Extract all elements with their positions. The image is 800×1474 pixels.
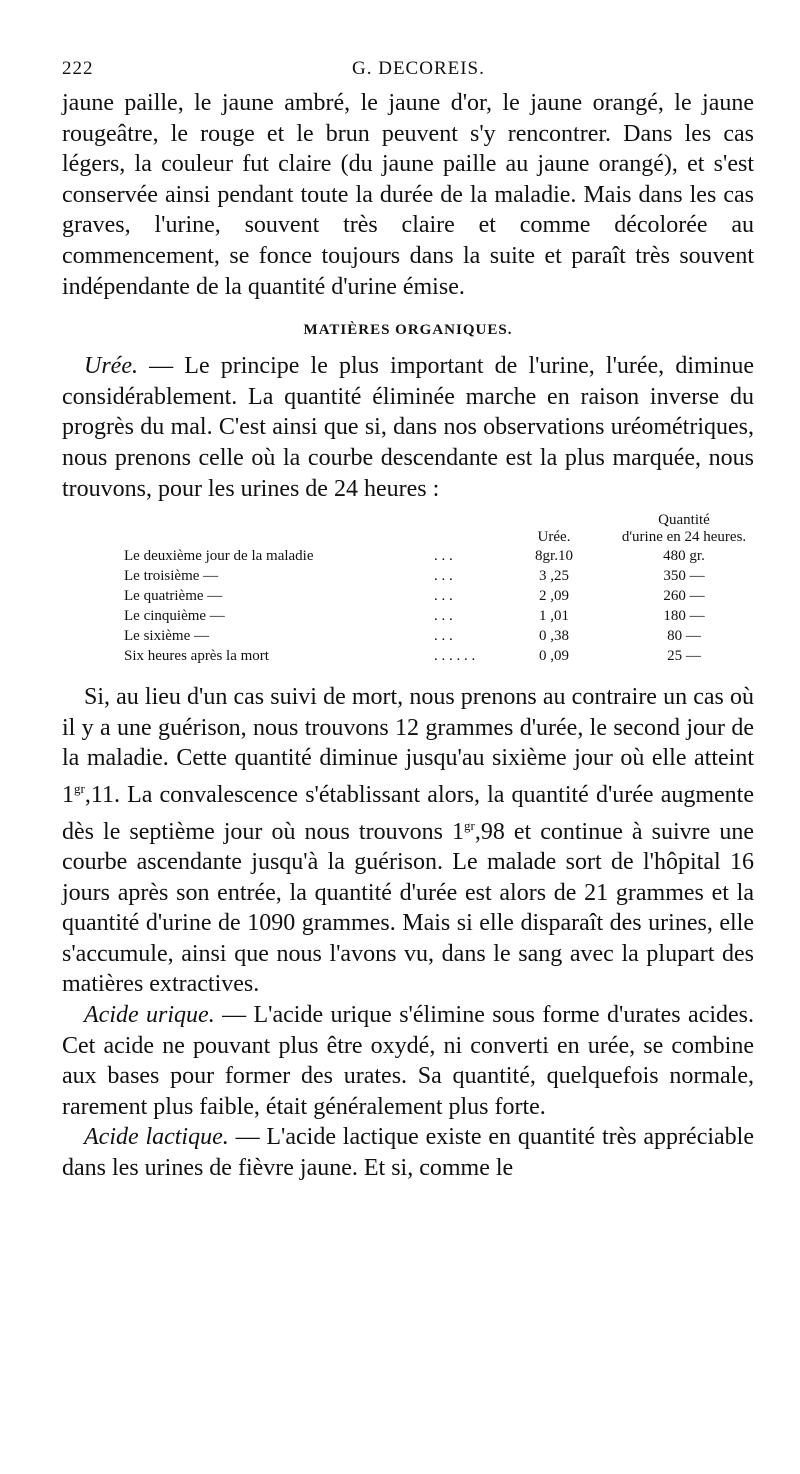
row-dots: . . .: [434, 627, 453, 644]
table-row: [62, 546, 754, 566]
paragraph-uree: [62, 351, 754, 504]
paragraph-color: jaune paille, le jaune ambré, le jaune d'or, le jaune orangé, le jaune rougeâtre, le rouge et le brun peuvent s'y rencontrer. Dans les cas légers, la couleur fut claire (du jaune paille au jaune orangé), et s'est conservée ainsi pendant toute la durée de la maladie. Mais dans les cas graves, l'urine, souvent très claire et comme décolorée au commencement, se fonce toujours dans la suite et paraît très souvent indépendante de la quantité d'urine émise.: [62, 90, 754, 300]
row-label: Le troisième —: [124, 567, 219, 584]
row-uree: 3 ,25: [539, 567, 569, 584]
running-head: [62, 58, 754, 88]
row-uree: 0 ,09: [539, 647, 569, 664]
row-dots: . . .: [434, 547, 453, 564]
row-label: Le quatrième —: [124, 587, 223, 604]
row-dots: . . .: [434, 567, 453, 584]
book-page: [62, 58, 754, 1184]
row-quantity: 260 —: [663, 587, 705, 604]
row-dots: . . .: [434, 587, 453, 604]
table-row: [62, 586, 754, 606]
table-row: [62, 626, 754, 646]
row-quantity: 480 gr.: [663, 547, 705, 564]
guerison-text-c: ,98 et continue à suivre une courbe ascendante jusqu'à la guérison. Le malade sort de l'hôpital 16 jours après son entrée, la quantité d'urée est alors de 21 grammes et la quantité d'urine de 1090 grammes. Mais si elle disparaît des urines, elle s'accumule, ainsi que nous l'avons vu, dans le sang avec la plupart des matières extractives.: [62, 818, 754, 998]
table-row: [62, 566, 754, 586]
section-title: MATIÈRES ORGANIQUES.: [303, 322, 513, 339]
page-number: 222: [62, 58, 94, 79]
row-quantity: 25 —: [667, 647, 701, 664]
col-header-quantity-line1: Quantité: [658, 512, 710, 529]
row-dots: . . . . . .: [434, 647, 476, 664]
paragraph-acide-urique: [62, 1000, 754, 1122]
unit-sup-gr: gr: [74, 780, 85, 796]
row-uree: 1 ,01: [539, 607, 569, 624]
row-quantity: 350 —: [663, 567, 705, 584]
acide-urique-text: — L'acide urique s'élimine sous forme d'urates acides. Cet acide ne pouvant plus être oxydé, ni converti en urée, se combine aux bases pour former des urates. Sa quantité, quelquefois normale, rarement plus faible, était généralement plus forte.: [62, 1002, 755, 1120]
row-uree: 0 ,38: [539, 627, 569, 644]
guerison-text-a: Si, au lieu d'un cas suivi de mort, nous prenons au contraire un cas où il y a une guérison, nous trouvons 12 grammes d'urée, le second jour de la maladie. Cette quantité diminue jusqu'au sixième jour où elle atteint 1: [62, 684, 754, 808]
paragraph-guerison: [62, 682, 754, 1000]
guerison-text-b: ,11. La convalescence s'établissant alors, la quantité d'urée augmente dès le septième jour où nous trouvons 1: [62, 781, 754, 845]
uree-text: — Le principe le plus important de l'urine, l'urée, diminue considérablement. La quantité éliminée marche en raison inverse du progrès du mal. C'est ainsi que si, dans nos observations uréométriques, nous prenons celle où la courbe descendante est la plus marquée, nous trouvons, pour les urines de 24 heures :: [62, 353, 754, 502]
row-quantity: 180 —: [663, 607, 705, 624]
row-quantity: 80 —: [667, 627, 701, 644]
acide-lactique-text: — L'acide lactique existe en quantité très appréciable dans les urines de fièvre jaune. Et si, comme le: [62, 1124, 754, 1182]
row-dots: . . .: [434, 607, 453, 624]
row-uree: 2 ,09: [539, 587, 569, 604]
running-head-author: G. DECOREIS.: [352, 58, 485, 79]
row-uree: 8gr.10: [535, 547, 573, 564]
term-uree: Urée.: [84, 353, 138, 380]
row-label: Le sixième —: [124, 627, 209, 644]
urea-table: [62, 512, 754, 666]
paragraph-acide-lactique: [62, 1122, 754, 1183]
col-header-quantity-line2: d'urine en 24 heures.: [621, 529, 747, 546]
table-row: [62, 606, 754, 626]
col-header-uree: Urée.: [537, 529, 571, 546]
table-row: [62, 646, 754, 666]
row-label: Six heures après la mort: [124, 647, 269, 664]
col-header-quantity: [614, 512, 754, 546]
row-label: Le deuxième jour de la maladie: [124, 547, 314, 564]
row-label: Le cinquième —: [124, 607, 225, 624]
unit-sup-gr: gr: [463, 817, 475, 833]
term-acide-urique: Acide urique.: [84, 1002, 215, 1029]
term-acide-lactique: Acide lactique.: [84, 1124, 229, 1151]
